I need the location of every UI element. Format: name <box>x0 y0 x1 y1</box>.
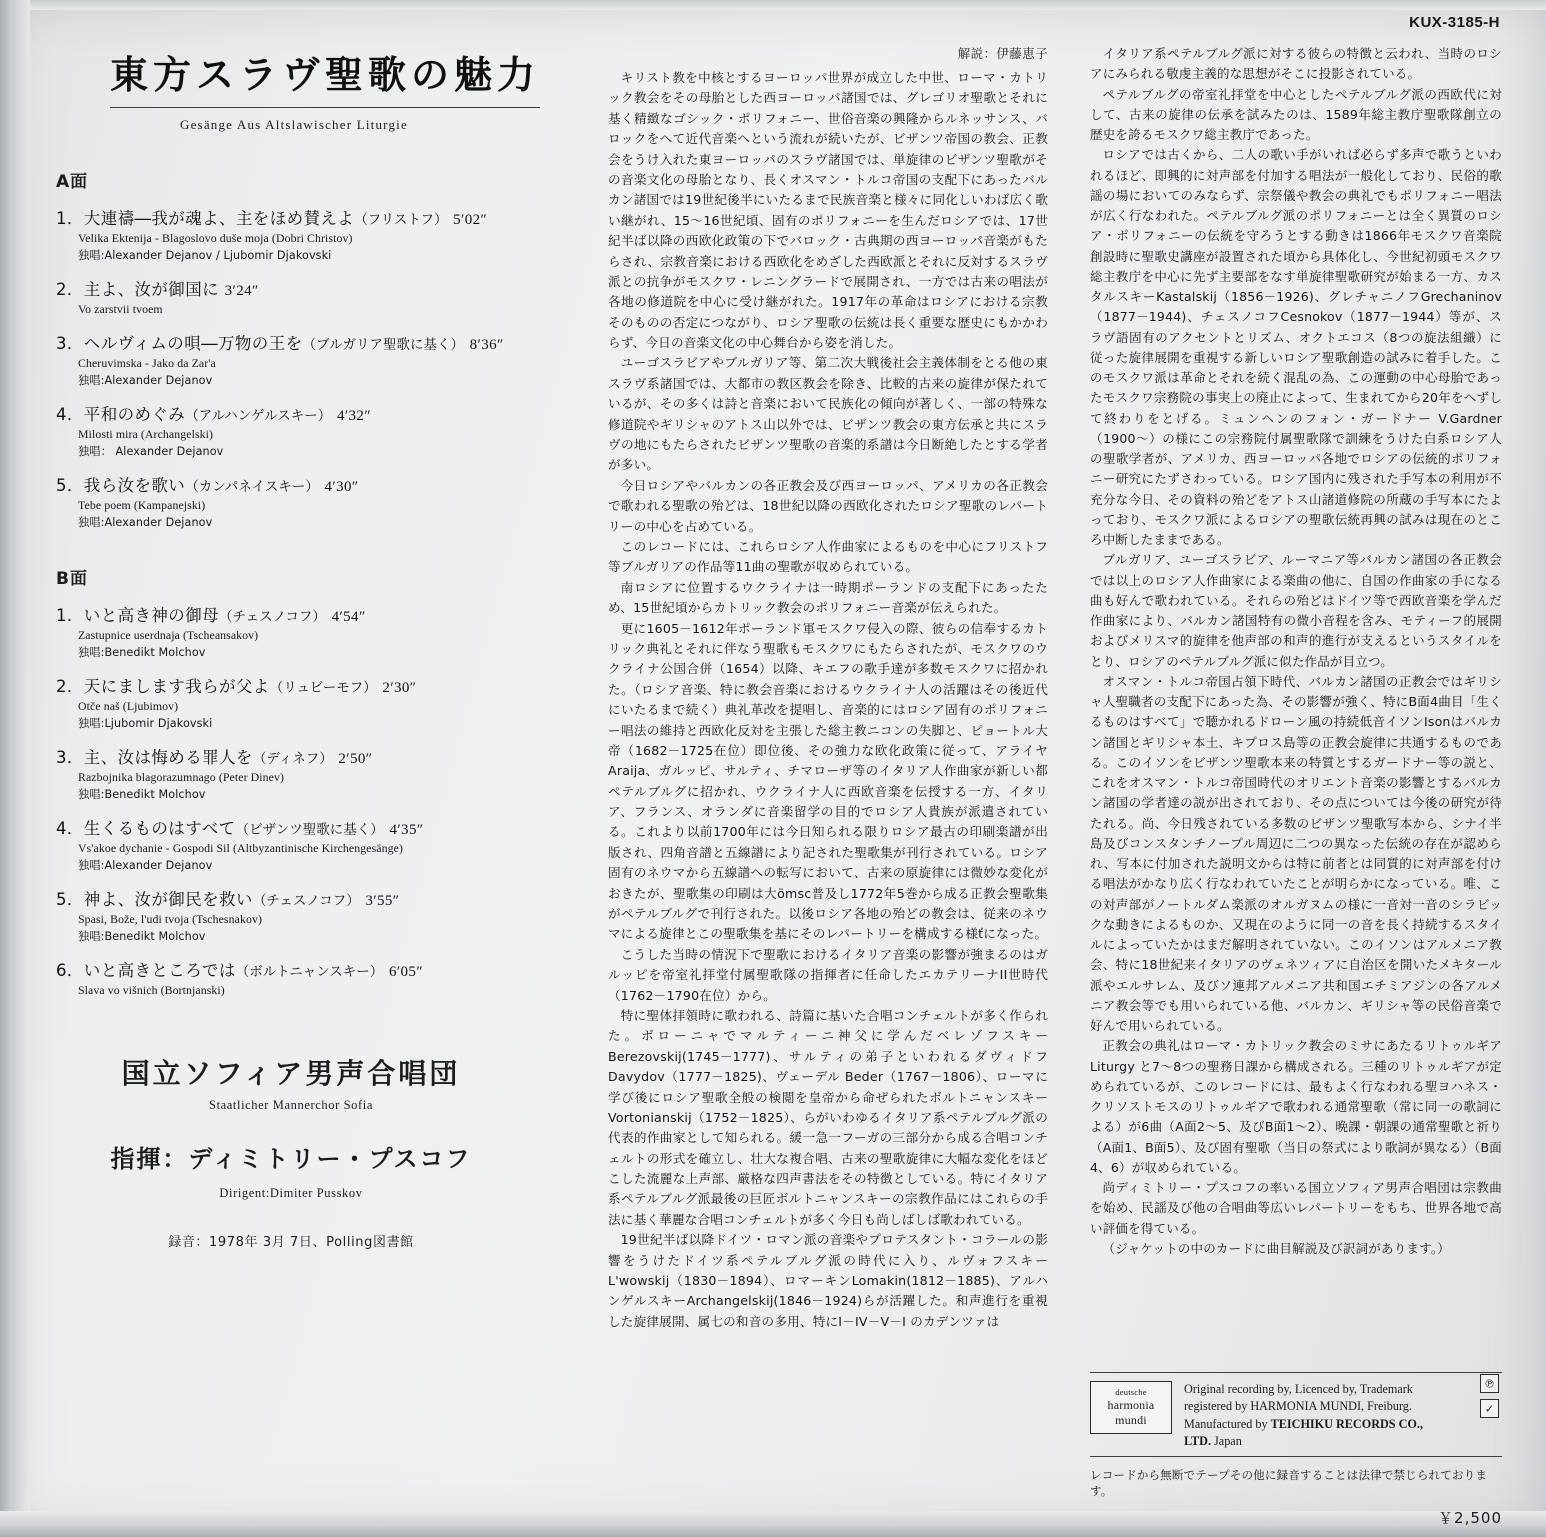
track-soloist: 独唱： Alexander Dejanov <box>78 445 224 458</box>
paragraph: キリスト教を中核とするヨーロッパ世界が成立した中世、ローマ・カトリック教会をその母胎とした西ヨーロッパ諸国では、グレゴリオ聖歌とそれに基く精緻なゴシック・ポリフォニー、世俗音楽の興隆からルネッサンス、バロックをへて近代音楽へという流れが続いたが、ビザンツ帝国の教会、正教会をうけ入れた東ヨーロッパのスラヴ諸国では、単旋律のビザンツ聖歌がその音楽文化の母胎となり、長くオスマン・トルコ帝国の支配下にあったバルカン諸国では19世紀後半にいたるまで民族音楽と様々に同化しいわば広く歌い継がれ、15～16世紀頃、固有のポリフォニーを生んだロシアでは、17世紀半ば以降の西欧化政策の下でバロック・古典期の西ヨーロッパ音楽がもたらされ、宗教音楽における西欧化をめざした西欧派とそれに反対するスラヴ派との抗争がモスクワ・レニングラードで展開され、一方では古来の唱法が各地の修道院を中心に受け継がれた。1917年の革命はロシアにおける宗教そのものの否定につながり、ロシア聖歌の伝統は長く重要な歴史にもかかわらず、今日の音楽文化の中心舞台から姿を消した。 <box>608 70 1048 351</box>
track-note: （ディネフ） <box>252 751 333 767</box>
track-title-latin: Zastupnice userdnaja (Tscheansakov) <box>78 628 259 642</box>
paragraph: 更に1605－1612年ポーランド軍モスクワ侵入の際、彼らの信奉するカトリック典礼とそれに伴なう聖歌もモスクワにもたらされたが、モスクワのウクライナ公国合併（1654）以降、キエフの歌手達が多数モスクワに招かれた。（ロシア音楽、特に教会音楽におけるウクライナ人の活躍はその後近代にいたるまで続く）典礼革改を提唱し、音楽的にはロシア固有のポリフォニー唱法の維持と西欧化反対を主張した総主教ニコンの失脚と、ピョートル大帝（1682－1725在位）即位後、その強力な欧化政策に従って、アライヤAraija、ガルッピ、サルティ、チマローザ等のイタリア人作曲家が新しい都ペテルブルグに招かれ、ウクライナ人に西欧音楽を伝授する一方、イタリア、フランス、オランダに音楽留学の目的でロシア人貴族が派遣されている。これより以前1700年には今日知られる限りロシア最古の印刷楽譜が出版され、四角音譜と五線譜により記された聖歌集が刊行されている。ロシア固有のネウマから五線譜への転写において、古来の原旋律には微妙な変化がおきたが、聖歌集の印刷は大ömsc普及し1772年5巻から成る正教会聖歌集がペテルブルグで刊行された。以後ロシア各地の殆どの教会は、従来のネウマによる旋律とこの聖歌集を基にそのレパートリーを構成する様ťになった。 <box>608 620 1048 942</box>
track-title-latin: Tebe poem (Kampanejski) <box>78 498 206 512</box>
track-title-latin: Cheruvimska - Jako da Zar'a <box>78 356 216 370</box>
track-title: 1．いと高き神の御母 <box>56 606 219 625</box>
rights-line-3-prefix: Manufactured by <box>1184 1416 1271 1431</box>
paragraph: 19世紀半ば以降ドイツ・ロマン派の音楽やプロテスタント・コラールの影響をうけたドイツ系ペテルブルグ派の時代に入り、ルヴォフスキーL'wowskij（1830－1894）、ロマーキンLomakin(1812－1885)、アルハンゲルスキーArchangelskij(1846－1924)らが活躍した。和声進行を重視した旋律展開、属七の和音の多用、特にI－IV－V－I のカデンツァは <box>608 1232 1048 1329</box>
track-soloist: 独唱:Alexander Dejanov <box>78 374 213 387</box>
track-title: 4．生くるものはすべて <box>56 819 236 838</box>
logo-line-3: mundi <box>1115 1412 1147 1427</box>
track-note: （リュビーモフ） <box>269 680 377 696</box>
track-duration: 4′35″ <box>389 822 424 838</box>
track-title-latin: Spasi, Bože, l'udi tvoja (Tschesnakov) <box>78 912 262 926</box>
track-item <box>56 673 556 731</box>
check-mark-icon <box>1480 1399 1499 1418</box>
track-title: 2．天にまします我らが父よ <box>56 677 270 696</box>
track-soloist: 独唱:Benedikt Molchov <box>78 788 206 801</box>
paragraph: 南ロシアに位置するウクライナは一時期ポーランドの支配下にあったため、15世紀頃からカトリック教会のポリフォニー音楽が伝えられた。 <box>608 579 1048 616</box>
track-title: 3．主、汝は悔める罪人を <box>56 748 253 767</box>
copy-notice: レコードから無断でテープその他に録音することは法律で禁じられております。 <box>1090 1468 1488 1499</box>
track-duration: 5′02″ <box>453 212 488 228</box>
paragraph: オスマン・トルコ帝国占領下時代、バルカン諸国の正教会ではギリシャ人聖職者の支配下にあった為、その影響が強く、特にB面4曲目「生くるものはすべて」で聴かれるドローン風の持続低音イソンIsonはバルカン諸国とギリシャ本土、キプロス島等の正教会旋律に共通するものである。このイソンをビザンツ聖歌本来の特質とするガードナー等の説と、これをオスマン・トルコ帝国時代のオリエント音楽の影響とするバルカン諸国の学者達の説が出されており、その点については今後の研究が待たれる。尚、今日残されている多数のビザンツ聖歌写本から、シナイ半島及びコンスタンチノープル周辺に二つの異なった伝統の存在が認められ、写本に付加された説明文からは特に前者とは同質的に対声部を付ける唱法がかなり広く行なわれていたことが明らかになっている。唯、この対声部がノートルダム楽派のオルガヌムの様に一音対一音のシラビックな動きによるものか、又現在のように同一の音を長く持続するスタイルによっていたかはまだ解明されていない。このイソンはアルメニア教会、特に18世紀来イタリアのヴェネツィアに自治区を開いたメキタール派やエルサレム、及びソ連邦アルメニア共和国エチミアジンの各アルメニア教会等でも用いられている他、バルカン、ギリシャ等の民俗音楽で好んで用いられている。 <box>1090 673 1502 1033</box>
track-soloist: 独唱:Alexander Dejanov / Ljubomir Djakovski <box>78 249 332 262</box>
track-soloist: 独唱:Alexander Dejanov <box>78 859 213 872</box>
paragraph: （ジャケットの中のカードに曲目解説及び訳詞があります。） <box>1102 1240 1450 1256</box>
track-note: （チェスノコフ） <box>219 609 326 625</box>
track-soloist: 独唱:Alexander Dejanov <box>78 516 213 529</box>
rights-text <box>1184 1381 1502 1450</box>
liner-notes-column-right <box>1090 44 1502 1259</box>
label-footer <box>1090 1372 1502 1528</box>
track-item <box>56 472 556 530</box>
paragraph: ペテルブルグの帝室礼拝堂を中心としたペテルブルグ派の西欧代に対して、古来の旋律の伝承を試みたのは、1589年総主教庁聖歌隊創立の歴史を誇るモスクワ総主教庁であった。 <box>1090 86 1502 142</box>
price-label: ￥2,500 <box>1438 1509 1502 1528</box>
harmonia-mundi-logo <box>1090 1381 1172 1434</box>
track-item <box>56 401 556 459</box>
footer-divider-2 <box>1090 1456 1502 1457</box>
track-soloist: 独唱:Benedikt Molchov <box>78 930 206 943</box>
track-note: （アルハンゲルスキー） <box>185 408 332 424</box>
track-item <box>56 276 556 317</box>
footer-row <box>1090 1377 1502 1450</box>
track-item <box>56 205 556 263</box>
choir-name-jp: 国立ソフィア男声合唱団 <box>121 1057 461 1090</box>
conductor-name-jp: 指揮：ディミトリー・プスコフ <box>110 1145 472 1173</box>
performer-credits <box>56 1052 526 1250</box>
paragraph: 尚ディミトリー・プスコフの率いる国立ソフィア男声合唱団は宗教曲を始め、民謡及び他の合唱曲等広いレパートリーをもち、世界各地で高い評価を得ている。 <box>1090 1180 1502 1236</box>
track-title-latin: Velika Ektenija - Blagoslovo duše moja (Dobri Christov) <box>78 231 353 245</box>
logo-line-1: deutsche <box>1115 1387 1147 1397</box>
recording-info: 録音：1978年 3月 7日、Polling図書館 <box>168 1235 414 1250</box>
conductor-name-latin: Dirigent:Dimiter Pusskov <box>219 1186 363 1200</box>
paragraph: ブルガリア、ユーゴスラビア、ルーマニア等バルカン諸国の各正教会では以上のロシア人作曲家による楽曲の他に、自国の作曲家の手になる曲も好んで歌われている。それらの殆どはドイツ等で西欧音楽を学んだ作曲家により、バルカン諸国特有の微小音程を含み、モティーフ的展開およびメリスマ的旋律を他声部の和声的進行が支えるというスタイルをとり、ロシアのペテルブルグ派に似た作品が目立つ。 <box>1090 552 1502 669</box>
track-item <box>56 886 556 944</box>
paragraph: ユーゴスラビアやブルガリア等、第二次大戦後社会主義体制をとる他の東スラヴ系諸国では、大都市の教区教会を除き、比較的古来の旋律が保たれているが、その多くは詩と音楽において民族化の傾向が著しく、一部の特殊な修道院やギリシャのアトス山以外では、ビザンツ教会の東方伝承と共にスラヴの地にもたらされたビザンツ聖歌の音楽的系譜は今日断絶したとする学者が多い。 <box>608 355 1048 473</box>
track-item <box>56 330 556 388</box>
track-duration: 4′30″ <box>324 479 359 495</box>
side-b-heading: B面 <box>56 569 88 589</box>
track-title: 2．主よ、汝が御国に <box>56 280 219 299</box>
track-item <box>56 957 556 998</box>
check-glyph: ✓ <box>1484 1402 1495 1415</box>
paragraph: イタリア系ペテルブルグ派に対する彼らの特徴と云われ、当時のロシアにみられる敬虔主義的な思想がそこに投影されている。 <box>1090 46 1502 82</box>
track-title-latin: Vs'akoe dychanie - Gospodi Sil (Altbyzantinische Kirchengesänge) <box>78 841 403 855</box>
track-note: （ビザンツ聖歌に基く） <box>235 822 384 838</box>
track-duration: 2′30″ <box>382 680 417 696</box>
paragraph: 特に聖体拝領時に歌われる、詩篇に基いた合唱コンチェルトが多く作られた。ボローニャでマルティーニ神父に学んだベレゾフスキーBerezovskij(1745－1777)、サルティの弟子といわれるダヴィドフDavydov（1777－1825)、ヴェーデル Beder（1767－1806）、ローマに学び後にロシア聖歌全般の検閲を皇帝から命ぜられたボルトニャンスキーVortonianskij（1752－1825）、らがいわゆるイタリア系ペテルブルグ派の代表的作曲家として知られる。緩一急一フーガの三部分から成る合唱コンチェルトの形式を確立し、壮大な複合唱、古来の聖歌旋律に大幅な変化をほどこした流麗な上声部、厳格な四声書法をその特徴としている。特にイタリア系ペテルブルグ派最後の巨匠ボルトニャンスキーの宗教作品にはこれらの手法に基く華麗な合唱コンチェルトが多く今日も尚しばしば歌われている。 <box>608 1007 1048 1227</box>
track-title: 3．ヘルヴィムの唄―万物の王を <box>56 334 303 353</box>
choir-name-latin: Staatlicher Mannerchor Sofia <box>209 1098 373 1112</box>
manufacturer-suffix: LTD. <box>1184 1433 1211 1448</box>
track-note: （チェスノコフ） <box>252 893 360 909</box>
track-title: 4．平和のめぐみ <box>56 405 186 424</box>
track-title: 5．我ら汝を歌い <box>56 476 186 495</box>
track-duration: 2′50″ <box>338 751 373 767</box>
side-a-heading: A面 <box>56 172 89 192</box>
track-note: （ブルガリア聖歌に基く） <box>302 337 464 353</box>
paragraph: このレコードには、これらロシア人作曲家によるものを中心にフリストフ等ブルガリアの作品等11曲の聖歌が収められている。 <box>608 538 1048 575</box>
manufacturer-name: TEICHIKU RECORDS CO., <box>1270 1416 1424 1431</box>
rights-line-2: registered by HARMONIA MUNDI, Freiburg. <box>1184 1399 1412 1414</box>
track-note: （フリストフ） <box>354 212 448 228</box>
paragraph: 今日ロシアやバルカンの各正教会及び西ヨーロッパ、アメリカの各正教会で歌われる聖歌の殆どは、18世紀以降の西欧化されたロシア聖歌のレパートリーの中心を占めている。 <box>608 477 1048 534</box>
rights-line-1: Original recording by, Licenced by, Trademark <box>1184 1382 1413 1396</box>
catalog-number: KUX-3185-H <box>1409 14 1500 31</box>
title-divider <box>110 107 540 108</box>
liner-notes-column-middle <box>608 44 1048 1332</box>
track-item <box>56 744 556 802</box>
mark-stack <box>1480 1374 1502 1424</box>
liner-notes-byline: 解説：伊藤恵子 <box>957 46 1048 61</box>
track-title-latin: Otče naš (Ljubimov) <box>78 699 179 713</box>
manufacturer-country: Japan <box>1211 1433 1242 1448</box>
track-title: 6．いと高きところでは <box>56 961 236 980</box>
track-title-latin: Vo zarstvii tvoem <box>78 302 163 316</box>
paragraph: こうした当時の情況下で聖歌におけるイタリア音楽の影響が強まるのはガルッピを帝室礼拝堂付属聖歌隊の指揮者に任命したエカテリーナII世時代（1762－1790在位）から。 <box>608 946 1048 1003</box>
track-duration: 6′05″ <box>388 964 423 980</box>
paragraph: 正教会の典礼はローマ・カトリック教会のミサにあたるリトゥルギアLiturgy と7～8つの聖務日課から構成される。三種のリトゥルギアが定められているが、このレコードには、最もよく行なわれる聖ヨハネス・クリソストモスのリトゥルギアで歌われる通常聖歌（常に同一の歌詞による）が6曲（A面2～5、及びB面1～2）、晩課・朝課の通常聖歌と祈り（A面1、B面5）、及び固有聖歌（当日の祭式により歌詞が異なる）（B面4、6）が収められている。 <box>1090 1038 1502 1175</box>
footer-divider <box>1090 1372 1502 1373</box>
track-soloist: 独唱:Ljubomir Djakovski <box>78 717 213 730</box>
page-title: 東方スラヴ聖歌の魅力 <box>110 53 541 97</box>
sleeve-edge-left <box>0 0 30 1537</box>
track-duration: 3′24″ <box>224 283 259 299</box>
page-subtitle: Gesänge Aus Altslawischer Liturgie <box>180 117 408 132</box>
phonogram-mark-icon <box>1480 1374 1499 1393</box>
track-note: （カンパネイスキー） <box>185 479 319 495</box>
track-duration: 4′54″ <box>331 609 366 625</box>
track-note: （ボルトニャンスキー） <box>235 964 384 980</box>
tracklist-column <box>56 44 556 1250</box>
track-duration: 3′55″ <box>365 893 400 909</box>
track-item <box>56 602 556 660</box>
track-title-latin: Slava vo višnich (Bortnjanski) <box>78 983 225 997</box>
track-title-latin: Milosti mira (Archangelski) <box>78 427 214 441</box>
logo-line-2: harmonia <box>1107 1397 1155 1412</box>
paragraph: ロシアでは古くから、二人の歌い手がいれば必らず多声で歌うといわれるほど、即興的に対声部を付加する唱法が一般化しており、民俗的歌謡の場においてのみならず、宗祭儀や教会の典礼でもポリフォニー唱法が広く行なわれた。ペテルブルグ派のポリフォニーとは全く異質のロシア・ポリフォニーの伝統を守ろうとする動きは1866年モスクワ音楽院創設時に聖歌史講座が設置された頃から具体化し、今世紀初頭モスクワ総主教庁を中心に先ず主要部をなす単旋律聖歌研究が始まる一方、カスタルスキーKastalskij（1856－1926)、グレチャニノフGrechaninov（1877－1944)、チェスノコフCesnokov（1877－1944）等が、スラヴ語固有のアクセントとリズム、オクトエコス（8つの旋法組織）に従った旋律展開を重視する新しいロシア聖歌創造の試みに着手した。このモスクワ派は革命とそれを続く混乱の為、この運動の中心母胎であったモスクワ宗務院の事実上の廃止によって、生まれてから20年をへずして終わりをとげる。ミュンヘンのフォン・ガードナー V.Gardner（1900～）の様にこの宗務院付属聖歌隊で訓練をうけた白系ロシア人の聖歌学者が、アメリカ、西ヨーロッパ各地でロシアの伝統的ポリフォニー研究にたずさわっている。ロシア国内に残された手写本の利用が不充分な今日、その資料の殆どをアトス山諸道修院の所蔵の手写本にたよっており、モスクワ派によるロシアの聖歌伝統再興の試みは現在のところ中断したままである。 <box>1090 147 1502 547</box>
track-title: 5．神よ、汝が御民を救い <box>56 890 253 909</box>
sleeve-edge-top <box>0 0 1546 10</box>
track-item <box>56 815 556 873</box>
phonogram-glyph: ℗ <box>1484 1377 1495 1390</box>
track-duration: 4′32″ <box>336 408 371 424</box>
track-duration: 8′36″ <box>469 337 504 353</box>
track-soloist: 独唱:Benedikt Molchov <box>78 646 206 659</box>
track-title-latin: Razbojnika blagorazumnago (Peter Dinev) <box>78 770 285 784</box>
track-title: 1．大連禱―我が魂よ、主をほめ賛えよ <box>56 209 355 228</box>
